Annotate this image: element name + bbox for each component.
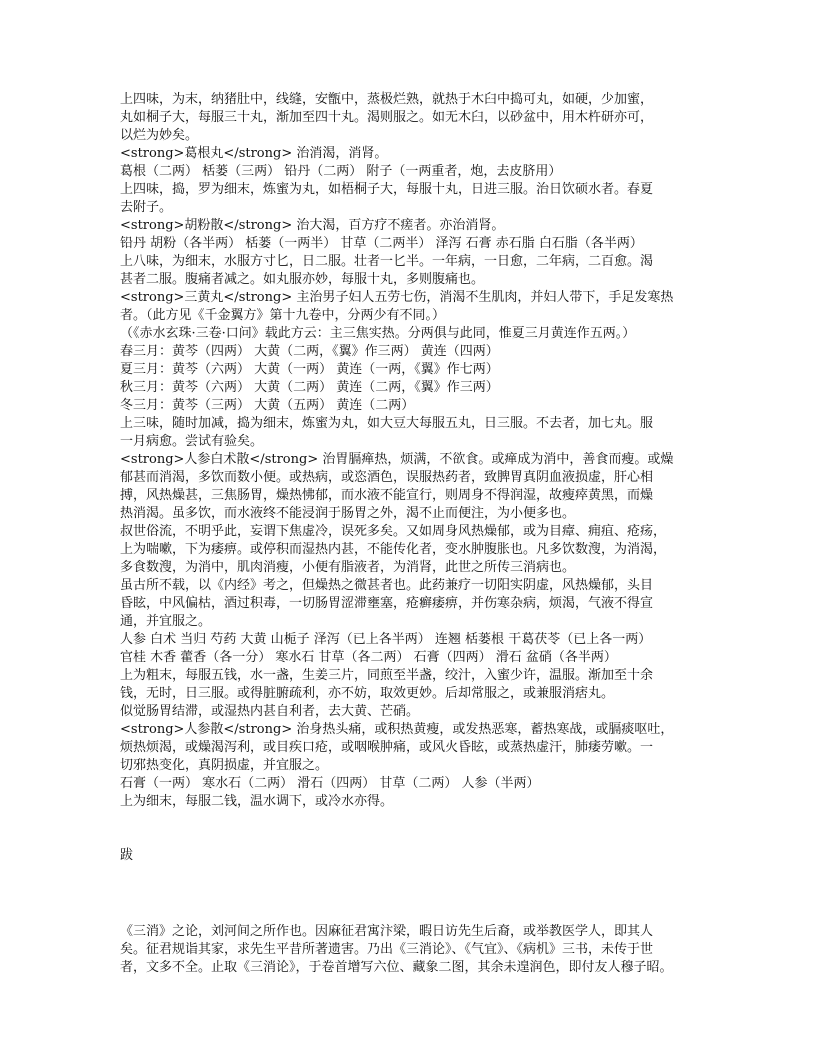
- text-line: 《三消》之论，刘河间之所作也。因麻征君寓汴梁，暇日访先生后裔，或举教医学人，即其人: [120, 924, 654, 939]
- season-line-winter: 冬三月：黄芩（三两） 大黄（五两） 黄连（二两）: [120, 398, 415, 413]
- ingredients-line: 石膏（一两） 寒水石（二两） 滑石（四两） 甘草（二两） 人参（半两）: [120, 776, 540, 791]
- text-line: 上四味，为末，纳猪肚中，线缝，安甑中，蒸极烂熟，就热于木臼中捣可丸，如硬，少加蜜，: [120, 92, 654, 107]
- text-line: 昏眩，中风偏枯，酒过积毒，一切肠胃涩滞壅塞，疮癣痿痹，并伤寒杂病，烦渴，气液不得宣: [120, 596, 654, 611]
- document-page: [120, 91, 706, 977]
- formula-title-line: <strong>人参白术散</strong> 治胃膈瘅热，烦满，不欲食。或瘅成为消中，善食而瘦。或燥: [120, 452, 674, 467]
- text-line: 烦热烦渴，或燥渴泻利，或目疾口疮，或咽喉肿痛，或风火昏眩，或蒸热虚汗，肺痿劳嗽。一: [120, 740, 654, 755]
- note-line: （《赤水玄珠·三卷·口问》载此方云：主三焦实热。分两俱与此同，惟夏三月黄连作五两。）: [120, 326, 636, 341]
- section-heading: 跋: [120, 848, 134, 863]
- season-line-spring: 春三月：黄芩（四两） 大黄（二两，《翼》作三两） 黄连（四两）: [120, 344, 499, 359]
- text-line: 郁甚而消渴，多饮而数小便。或热病，或恣酒色，误服热药者，致脾胃真阴血液损虚，肝心相: [120, 470, 654, 485]
- text-line: 一月病愈。尝试有验矣。: [120, 434, 264, 449]
- text-line: 叔世俗流，不明乎此，妄谓下焦虚冷，误死多矣。又如周身风热燥郁，或为目瘴、痈疽、疮疡，: [120, 524, 667, 539]
- text-line: 丸如桐子大，每服三十丸，渐加至四十丸。渴则服之。如无木臼，以砂盆中，用木杵研亦可，: [120, 110, 654, 125]
- formula-title-line: <strong>人参散</strong> 治身热头痛，或积热黄瘦，或发热恶寒，蓄热寒战，或膈痰呕吐，: [120, 722, 674, 737]
- text-line: 似觉肠胃结滞，或湿热内甚自利者，去大黄、芒硝。: [120, 704, 420, 719]
- text-line: 去附子。: [120, 200, 173, 215]
- text-line: 甚者二服。腹痛者减之。如丸服亦妙，每服十丸，多则腹痛也。: [120, 272, 485, 287]
- text-line: 通，并宜服之。: [120, 614, 212, 629]
- ingredients-line: 人参 白术 当归 芍药 大黄 山栀子 泽泻（已上各半两） 连翘 栝蒌根 干葛茯苓（已上各一两）: [120, 632, 652, 647]
- text-line: 热消渴。虽多饮，而水液终不能浸润于肠胃之外，渴不止而便注，为小便多也。: [120, 506, 576, 521]
- ingredients-line: 铅丹 胡粉（各半两） 栝蒌（一两半） 甘草（二两半） 泽泻 石膏 赤石脂 白石脂（各半两）: [120, 236, 643, 251]
- text-line: 搏，风热燥甚，三焦肠胃，燥热怫郁，而水液不能宣行，则周身不得润湿，故瘦瘁黄黑，而燥: [120, 488, 654, 503]
- text-line: 上为喘嗽，下为痿痹。或停积而湿热内甚，不能传化者，变水肿腹胀也。凡多饮数溲，为消渴，: [120, 542, 667, 557]
- text-line: 上四味，捣，罗为细末，炼蜜为丸，如梧桐子大，每服十丸，日进三服。治日饮硕水者。春夏: [120, 182, 654, 197]
- spacer: [120, 811, 706, 847]
- text-line: 虽古所不载，以《内经》考之，但燥热之微甚者也。此药兼疗一切阳实阴虚，风热燥郁，头目: [120, 578, 654, 593]
- formula-title-line: <strong>葛根丸</strong> 治消渴，消肾。: [120, 146, 388, 161]
- text-line: 矣。征君规诣其家，求先生平昔所著遗害。乃出《三消论》、《气宜》、《病机》三书，未传于世: [120, 942, 654, 957]
- text-line: 上为细末，每服二钱，温水调下，或冷水亦得。: [120, 794, 394, 809]
- text-line: 上八味，为细末，水服方寸匕，日二服。壮者一匕半。一年病，一日愈，二年病，二百愈。渴: [120, 254, 654, 269]
- text-line: 钱，无时，日三服。或得脏腑疏利，亦不妨，取效更妙。后却常服之，或兼服消痞丸。: [120, 686, 615, 701]
- section-formulas: [120, 91, 706, 811]
- text-line: 上为粗末，每服五钱，水一盏，生姜三片，同煎至半盏，绞汁，入蜜少许，温服。渐加至十余: [120, 668, 654, 683]
- text-line: 上三味，随时加减，捣为细末，炼蜜为丸，如大豆大每服五丸，日三服。不去者，加七丸。服: [120, 416, 654, 431]
- text-line: 多食数溲，为消中，肌肉消瘦，小便有脂液者，为消肾，此世之所传三消病也。: [120, 560, 576, 575]
- text-line: 者，文多不全。止取《三消论》，于卷首增写六位、藏象二图，其余未遑润色，即付友人穆子昭。: [120, 960, 673, 975]
- spacer: [120, 865, 706, 923]
- ingredients-line: 葛根（二两） 栝蒌（三两） 铅丹（二两） 附子（一两重者，炮，去皮脐用）: [120, 164, 562, 179]
- section-postscript: [120, 923, 706, 977]
- season-line-autumn: 秋三月：黄芩（六两） 大黄（二两） 黄连（二两，《翼》作三两）: [120, 380, 499, 395]
- formula-title-line: <strong>三黄丸</strong> 主治男子妇人五劳七伤，消渴不生肌肉，并妇人带下，手足发寒热: [120, 290, 674, 305]
- text-line: 切邪热变化，真阴损虚，并宜服之。: [120, 758, 329, 773]
- formula-title-line: <strong>胡粉散</strong> 治大渴，百方疗不瘥者。亦治消肾。: [120, 218, 505, 233]
- season-line-summer: 夏三月：黄芩（六两） 大黄（一两） 黄连（一两，《翼》作七两）: [120, 362, 499, 377]
- text-line: 者。（此方见《千金翼方》第十九卷中，分两少有不同。）: [120, 308, 446, 323]
- ingredients-line: 官桂 木香 藿香（各一分） 寒水石 甘草（各二两） 石膏（四两） 滑石 盆硝（各半两）: [120, 650, 617, 665]
- text-line: 以烂为妙矣。: [120, 128, 199, 143]
